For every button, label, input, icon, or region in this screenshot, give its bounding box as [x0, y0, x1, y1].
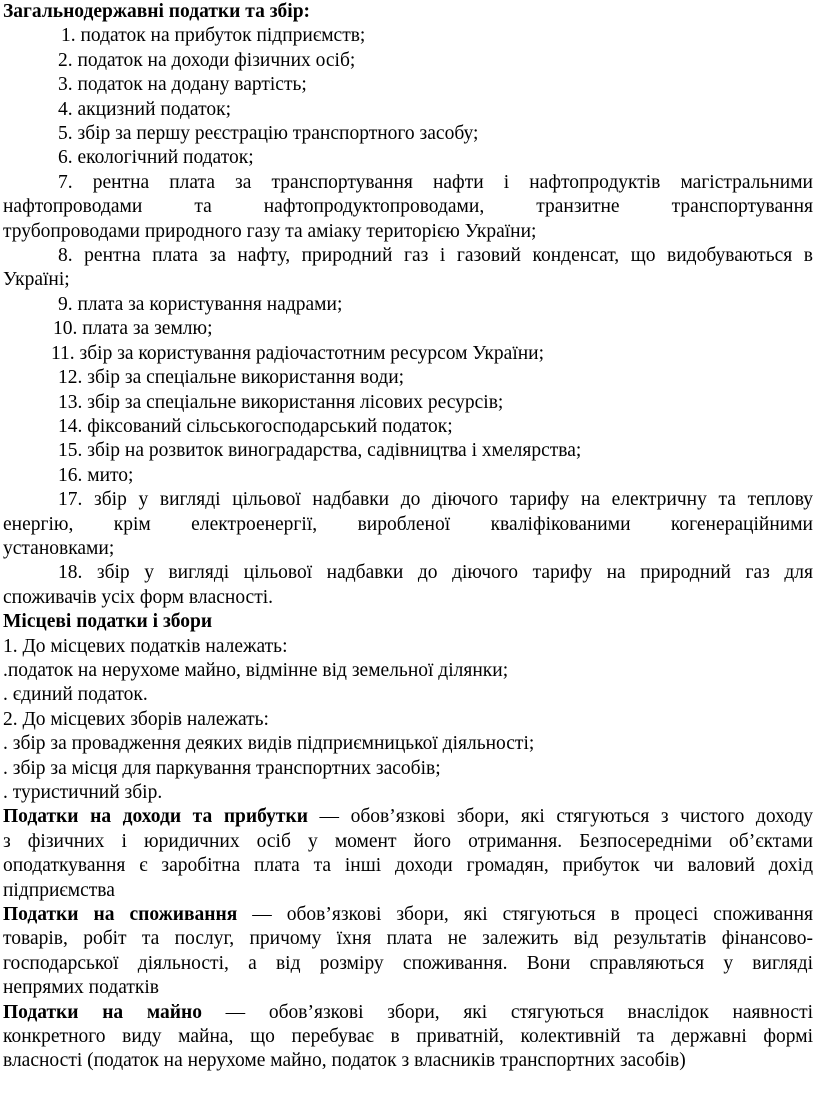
heading-general-taxes: Загальнодержавні податки та збір:	[3, 1, 311, 22]
definition-line	[3, 1001, 813, 1025]
list-item-line: споживачів усіх форм власності.	[3, 586, 274, 608]
list-item-8	[3, 244, 813, 293]
list-item: 10. плата за землю;	[53, 318, 213, 340]
heading-local-taxes: Місцеві податки і збори	[3, 611, 213, 633]
list-item-line: 17. збір у вигляді цільової надбавки до діючого тарифу на електричну та теплову	[58, 489, 813, 511]
definition-line: конкретного виду майна, що перебуває в приватній, колективній та державні формі	[3, 1026, 813, 1048]
definition-line: підприємства	[3, 879, 115, 901]
definition-line: оподаткування є заробітна плата та інші доходи громадян, прибуток чи валовий дохід	[3, 855, 813, 877]
list-item: 5. збір за першу реєстрацію транспортного засобу;	[58, 123, 479, 145]
list-item-7	[3, 171, 813, 244]
definition-line: непрямих податків	[3, 977, 159, 999]
definition-line: власності (податок на нерухоме майно, податок з власників транспортних засобів)	[3, 1050, 686, 1072]
definition-text: — обов’язкові збори, які стягуються з чистого доходу	[307, 806, 813, 828]
list-item: 4. акцизний податок;	[58, 98, 231, 120]
list-item: 1. До місцевих податків належать:	[3, 635, 288, 657]
list-item: 11. збір за користування радіочастотним ресурсом України;	[51, 342, 545, 364]
list-item: 9. плата за користування надрами;	[58, 293, 343, 315]
definition-line: товарів, робіт та послуг, причому їхня плата не залежить від результатів фінансово-	[3, 928, 813, 950]
list-item: 15. збір на розвиток виноградарства, садівництва і хмелярства;	[58, 440, 582, 462]
definition-income-taxes	[3, 805, 813, 903]
definition-line	[3, 903, 813, 927]
list-item: 16. мито;	[58, 464, 134, 486]
list-item-line: 8. рентна плата за нафту, природний газ і газовий конденсат, що видобуваються в	[58, 245, 813, 267]
list-item: . збір за провадження деяких видів підприємницької діяльності;	[3, 733, 535, 755]
list-item-18	[3, 561, 813, 610]
list-item-line: трубопроводами природного газу та аміаку територією України;	[3, 220, 537, 242]
list-item: 13. збір за спеціальне використання лісових ресурсів;	[58, 391, 504, 413]
definition-text: — обов’язкові збори, які стягуються внаслідок наявності	[202, 1001, 814, 1023]
list-item: 2. податок на доходи фізичних осіб;	[58, 49, 356, 71]
list-item-line: Україні;	[3, 269, 70, 291]
list-item: . збір за місця для паркування транспортних засобів;	[3, 757, 441, 779]
definition-property-taxes	[3, 1001, 813, 1074]
list-item: . туристичний збір.	[3, 782, 163, 803]
list-item: . єдиний податок.	[3, 684, 148, 706]
definition-line: з фізичних і юридичних осіб у момент його отримання. Безпосередніми об’єктами	[3, 830, 813, 852]
definition-term: Податки на майно	[3, 1001, 202, 1023]
list-item: 6. екологічний податок;	[58, 147, 254, 169]
list-item: 1. податок на прибуток підприємств;	[61, 25, 366, 47]
list-item-line: 7. рентна плата за транспортування нафти і нафтопродуктів магістральними	[58, 171, 813, 193]
list-item-line: установками;	[3, 537, 115, 559]
definition-consumption-taxes	[3, 903, 813, 1001]
definition-line	[3, 805, 813, 829]
list-item: 14. фіксований сільськогосподарський податок;	[58, 415, 453, 437]
definition-term: Податки на доходи та прибутки	[3, 806, 308, 828]
list-item: .податок на нерухоме майно, відмінне від земельної ділянки;	[3, 659, 509, 681]
list-item-line: 18. збір у вигляді цільової надбавки до діючого тарифу на природний газ для	[58, 562, 813, 584]
list-item: 3. податок на додану вартість;	[58, 74, 307, 96]
list-item-line: нафтопроводами та нафтопродуктопроводами, транзитне транспортування	[3, 196, 813, 218]
list-item: 12. збір за спеціальне використання води;	[58, 367, 405, 389]
definition-text: — обов’язкові збори, які стягуються в процесі споживання	[237, 904, 813, 926]
list-item: 2. До місцевих зборів належать:	[3, 708, 269, 730]
definition-term: Податки на споживання	[3, 904, 238, 926]
definition-line: господарської діяльності, а від розміру споживання. Вони справляються у вигляді	[3, 952, 813, 974]
list-item-line: енергію, крім електроенергії, виробленої кваліфікованими когенераційними	[3, 513, 813, 535]
list-item-17	[3, 488, 813, 561]
